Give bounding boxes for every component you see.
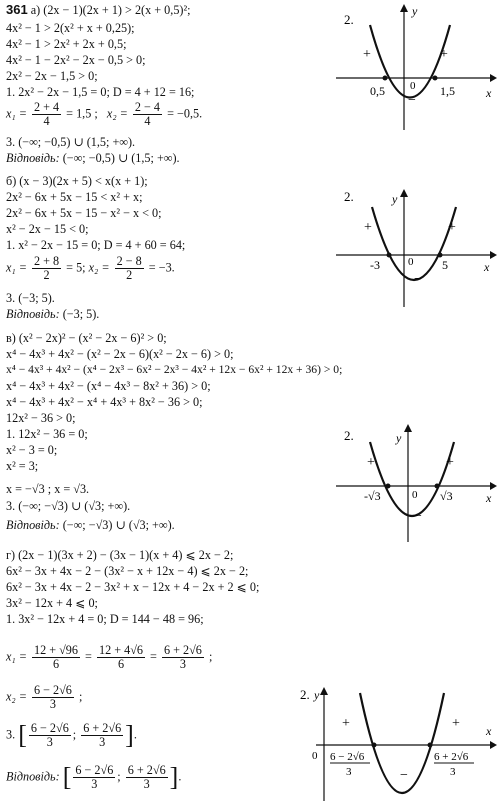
graph-d-plus-left: + <box>342 716 350 731</box>
d-x1-frac-1: $\frac{12 + √96}{6}$ <box>33 643 78 671</box>
graph-a-root-left <box>383 76 388 81</box>
graph-b-minus: − <box>414 272 422 287</box>
graph-a-plus-right: + <box>440 47 448 62</box>
b-line-4: x² − 2x − 15 < 0; <box>6 222 89 236</box>
c-line-7: 1. 12x² − 36 = 0; <box>6 427 88 441</box>
d-x2-label: x₂ = <box>6 689 27 704</box>
graph-d-zero: 0 <box>312 750 318 762</box>
graph-b <box>330 185 498 315</box>
d-x1-frac-2: $\frac{12 + 4√6}{6}$ <box>98 643 143 671</box>
a-answer-label: Відповідь: <box>6 151 60 165</box>
b-line-1: б) (x − 3)(2x + 5) < x(x + 1); <box>6 174 148 188</box>
graph-c-x-label: x <box>486 491 492 505</box>
d-x2-roots: x₂ = $\frac{6 - 2√6}{3}$ ; <box>6 683 83 711</box>
b-x2-label: x₂ = <box>88 260 110 275</box>
graph-d-root-right <box>428 743 433 748</box>
d-line-1: г) (2x − 1)(3x + 2) − (3x − 1)(x + 4) ⩽ 2x − 2; <box>6 548 234 562</box>
b-line-5: 1. x² − 2x − 15 = 0; D = 4 + 60 = 64; <box>6 238 186 252</box>
b-x1-value: = 5; <box>66 260 86 275</box>
graph-a-left-root-label: 0,5 <box>370 84 385 98</box>
d-answer: Відповідь: [ $\frac{6 - 2√6}{3}$ ; $\frac{6 + 2√6}{3}$ ]. <box>6 762 182 792</box>
graph-a <box>330 0 498 135</box>
a-step3: 3. (−∞; −0,5) ∪ (1,5; +∞). <box>6 135 136 149</box>
c-line-10: x = −√3 ; x = √3. <box>6 482 90 496</box>
c-line-1: в) (x² − 2x)² − (x² − 2x − 6)² > 0; <box>6 331 167 345</box>
graph-c-y-label: y <box>396 431 402 445</box>
graph-d-minus: − <box>400 768 408 783</box>
graph-d <box>290 683 498 803</box>
d-line-5: 1. 3x² − 12x + 4 = 0; D = 144 − 48 = 96; <box>6 612 204 626</box>
a-text-1: а) (2x − 1)(2x + 1) > 2(x + 0,5)²; <box>30 3 191 17</box>
c-line-9: x² = 3; <box>6 459 39 473</box>
d-step3-label: 3. <box>6 727 16 742</box>
a-x2-fraction: $\frac{2 - 4}{4}$ <box>134 100 161 128</box>
a-line-3: 4x² − 1 > 2x² + 2x + 0,5; <box>6 37 127 51</box>
graph-d-plus-right: + <box>452 716 460 731</box>
b-answer-label: Відповідь: <box>6 307 60 321</box>
a-line-5: 2x² − 2x − 1,5 > 0; <box>6 69 98 83</box>
d-line-4: 3x² − 12x + 4 ⩽ 0; <box>6 596 98 610</box>
graph-a-root-right <box>433 76 438 81</box>
graph-b-y-label: y <box>392 192 398 206</box>
a-line-4: 4x² − 1 − 2x² − 2x − 0,5 > 0; <box>6 53 146 67</box>
graph-a-x-label: x <box>486 86 492 100</box>
graph-c <box>330 420 498 550</box>
d-answer-label: Відповідь: <box>6 769 60 784</box>
d-step3: 3. [ $\frac{6 - 2√6}{3}$ ; $\frac{6 + 2√6}{3}$ ]. <box>6 720 137 750</box>
c-line-3: x⁴ − 4x³ + 4x² − (x⁴ − 2x³ − 6x² − 2x³ − 4x² + 12x − 6x² + 12x + 36) > 0; <box>6 363 343 376</box>
graph-b-plus-right: + <box>448 220 456 235</box>
a-line-6: 1. 2x² − 2x − 1,5 = 0; D = 4 + 12 = 16; <box>6 85 195 99</box>
d-step3-right: $\frac{6 + 2√6}{3}$ <box>83 721 122 749</box>
graph-d-left-root-num: 6 − 2√6 <box>330 751 365 763</box>
a-x2-label: x₂ = <box>106 106 128 121</box>
c-answer-label: Відповідь: <box>6 518 60 532</box>
b-answer <box>6 307 99 321</box>
graph-b-left-root-label: -3 <box>370 258 380 272</box>
c-line-4: x⁴ − 4x³ + 4x² − (x⁴ − 4x³ − 8x² + 36) > 0; <box>6 379 211 393</box>
graph-b-right-root-label: 5 <box>442 258 448 272</box>
d-answer-left: $\frac{6 - 2√6}{3}$ <box>75 763 114 791</box>
graph-c-parabola <box>370 442 454 516</box>
c-answer-value: (−∞; −√3) ∪ (√3; +∞). <box>62 518 175 532</box>
d-step3-left: $\frac{6 - 2√6}{3}$ <box>30 721 69 749</box>
b-roots <box>6 255 175 282</box>
graph-a-right-root-label: 1,5 <box>440 84 455 98</box>
problem-number: 361 <box>6 2 28 17</box>
b-step3: 3. (−3; 5). <box>6 291 55 305</box>
d-x1-frac-3: $\frac{6 + 2√6}{3}$ <box>163 643 202 671</box>
graph-d-x-label: x <box>486 724 492 738</box>
graph-d-step: 2. <box>300 687 310 702</box>
graph-a-minus: − <box>408 93 416 108</box>
graph-c-step: 2. <box>344 428 354 443</box>
graph-c-plus-left: + <box>367 455 375 470</box>
graph-b-root-right <box>438 253 443 258</box>
graph-c-root-left <box>386 484 391 489</box>
a-answer <box>6 151 180 165</box>
problem-a-line-1 <box>6 3 191 17</box>
a-x1-label: x₁ = <box>6 106 27 121</box>
b-x1-fraction: $\frac{2 + 8}{2}$ <box>33 254 60 282</box>
c-line-11: 3. (−∞; −√3) ∪ (√3; +∞). <box>6 499 131 513</box>
graph-b-zero: 0 <box>408 256 414 268</box>
graph-c-root-right <box>435 484 440 489</box>
graph-a-zero: 0 <box>410 80 416 92</box>
graph-d-left-root-den: 3 <box>346 766 352 778</box>
c-line-2: x⁴ − 4x³ + 4x² − (x² − 2x − 6)(x² − 2x − 6) > 0; <box>6 347 234 361</box>
graph-a-plus-left: + <box>363 47 371 62</box>
graph-b-step: 2. <box>344 189 354 204</box>
c-line-5: x⁴ − 4x³ + 4x² − x⁴ + 4x³ + 8x² − 36 > 0; <box>6 395 203 409</box>
a-roots <box>6 101 202 128</box>
a-x1-value: = 1,5 ; <box>66 106 98 121</box>
graph-a-step: 2. <box>344 12 354 27</box>
d-x2-frac: $\frac{6 - 2√6}{3}$ <box>33 683 72 711</box>
b-line-2: 2x² − 6x + 5x − 15 < x² + x; <box>6 190 143 204</box>
graph-b-plus-left: + <box>364 220 372 235</box>
d-line-3: 6x² − 3x + 4x − 2 − 3x² + x − 12x + 4 − 2x + 2 ⩽ 0; <box>6 580 260 594</box>
graph-b-root-left <box>387 253 392 258</box>
d-line-2: 6x² − 3x + 4x − 2 − (3x² − x + 12x − 4) ⩽ 2x − 2; <box>6 564 249 578</box>
a-answer-value: (−∞; −0,5) ∪ (1,5; +∞). <box>62 151 180 165</box>
a-x2-value: = −0,5. <box>167 106 203 121</box>
d-x1-roots: x₁ = $\frac{12 + √96}{6}$ = $\frac{12 + 4√6}{6}$ = $\frac{6 + 2√6}{3}$ ; <box>6 643 213 671</box>
c-line-8: x² − 3 = 0; <box>6 443 58 457</box>
b-line-3: 2x² − 6x + 5x − 15 − x² − x < 0; <box>6 206 162 220</box>
a-line-2: 4x² − 1 > 2(x² + x + 0,25); <box>6 21 135 35</box>
b-answer-value: (−3; 5). <box>62 307 100 321</box>
d-x1-label: x₁ = <box>6 649 27 664</box>
b-x2-fraction: $\frac{2 - 8}{2}$ <box>116 254 142 282</box>
graph-c-zero: 0 <box>412 489 418 501</box>
graph-d-right-root-den: 3 <box>450 766 456 778</box>
c-line-6: 12x² − 36 > 0; <box>6 411 76 425</box>
graph-d-root-left <box>372 743 377 748</box>
b-x2-value: = −3. <box>148 260 175 275</box>
graph-b-x-label: x <box>484 260 490 274</box>
graph-c-minus: − <box>414 509 422 524</box>
a-x1-fraction: $\frac{2 + 4}{4}$ <box>33 100 60 128</box>
b-x1-label: x₁ = <box>6 260 27 275</box>
graph-c-plus-right: + <box>446 455 454 470</box>
graph-d-y-label: y <box>314 688 320 702</box>
graph-c-left-root-label: -√3 <box>364 489 381 503</box>
graph-c-right-root-label: √3 <box>440 489 453 503</box>
graph-d-right-root-num: 6 + 2√6 <box>434 751 469 763</box>
graph-a-y-label: y <box>412 4 418 18</box>
d-answer-right: $\frac{6 + 2√6}{3}$ <box>127 763 166 791</box>
c-answer <box>6 518 175 532</box>
